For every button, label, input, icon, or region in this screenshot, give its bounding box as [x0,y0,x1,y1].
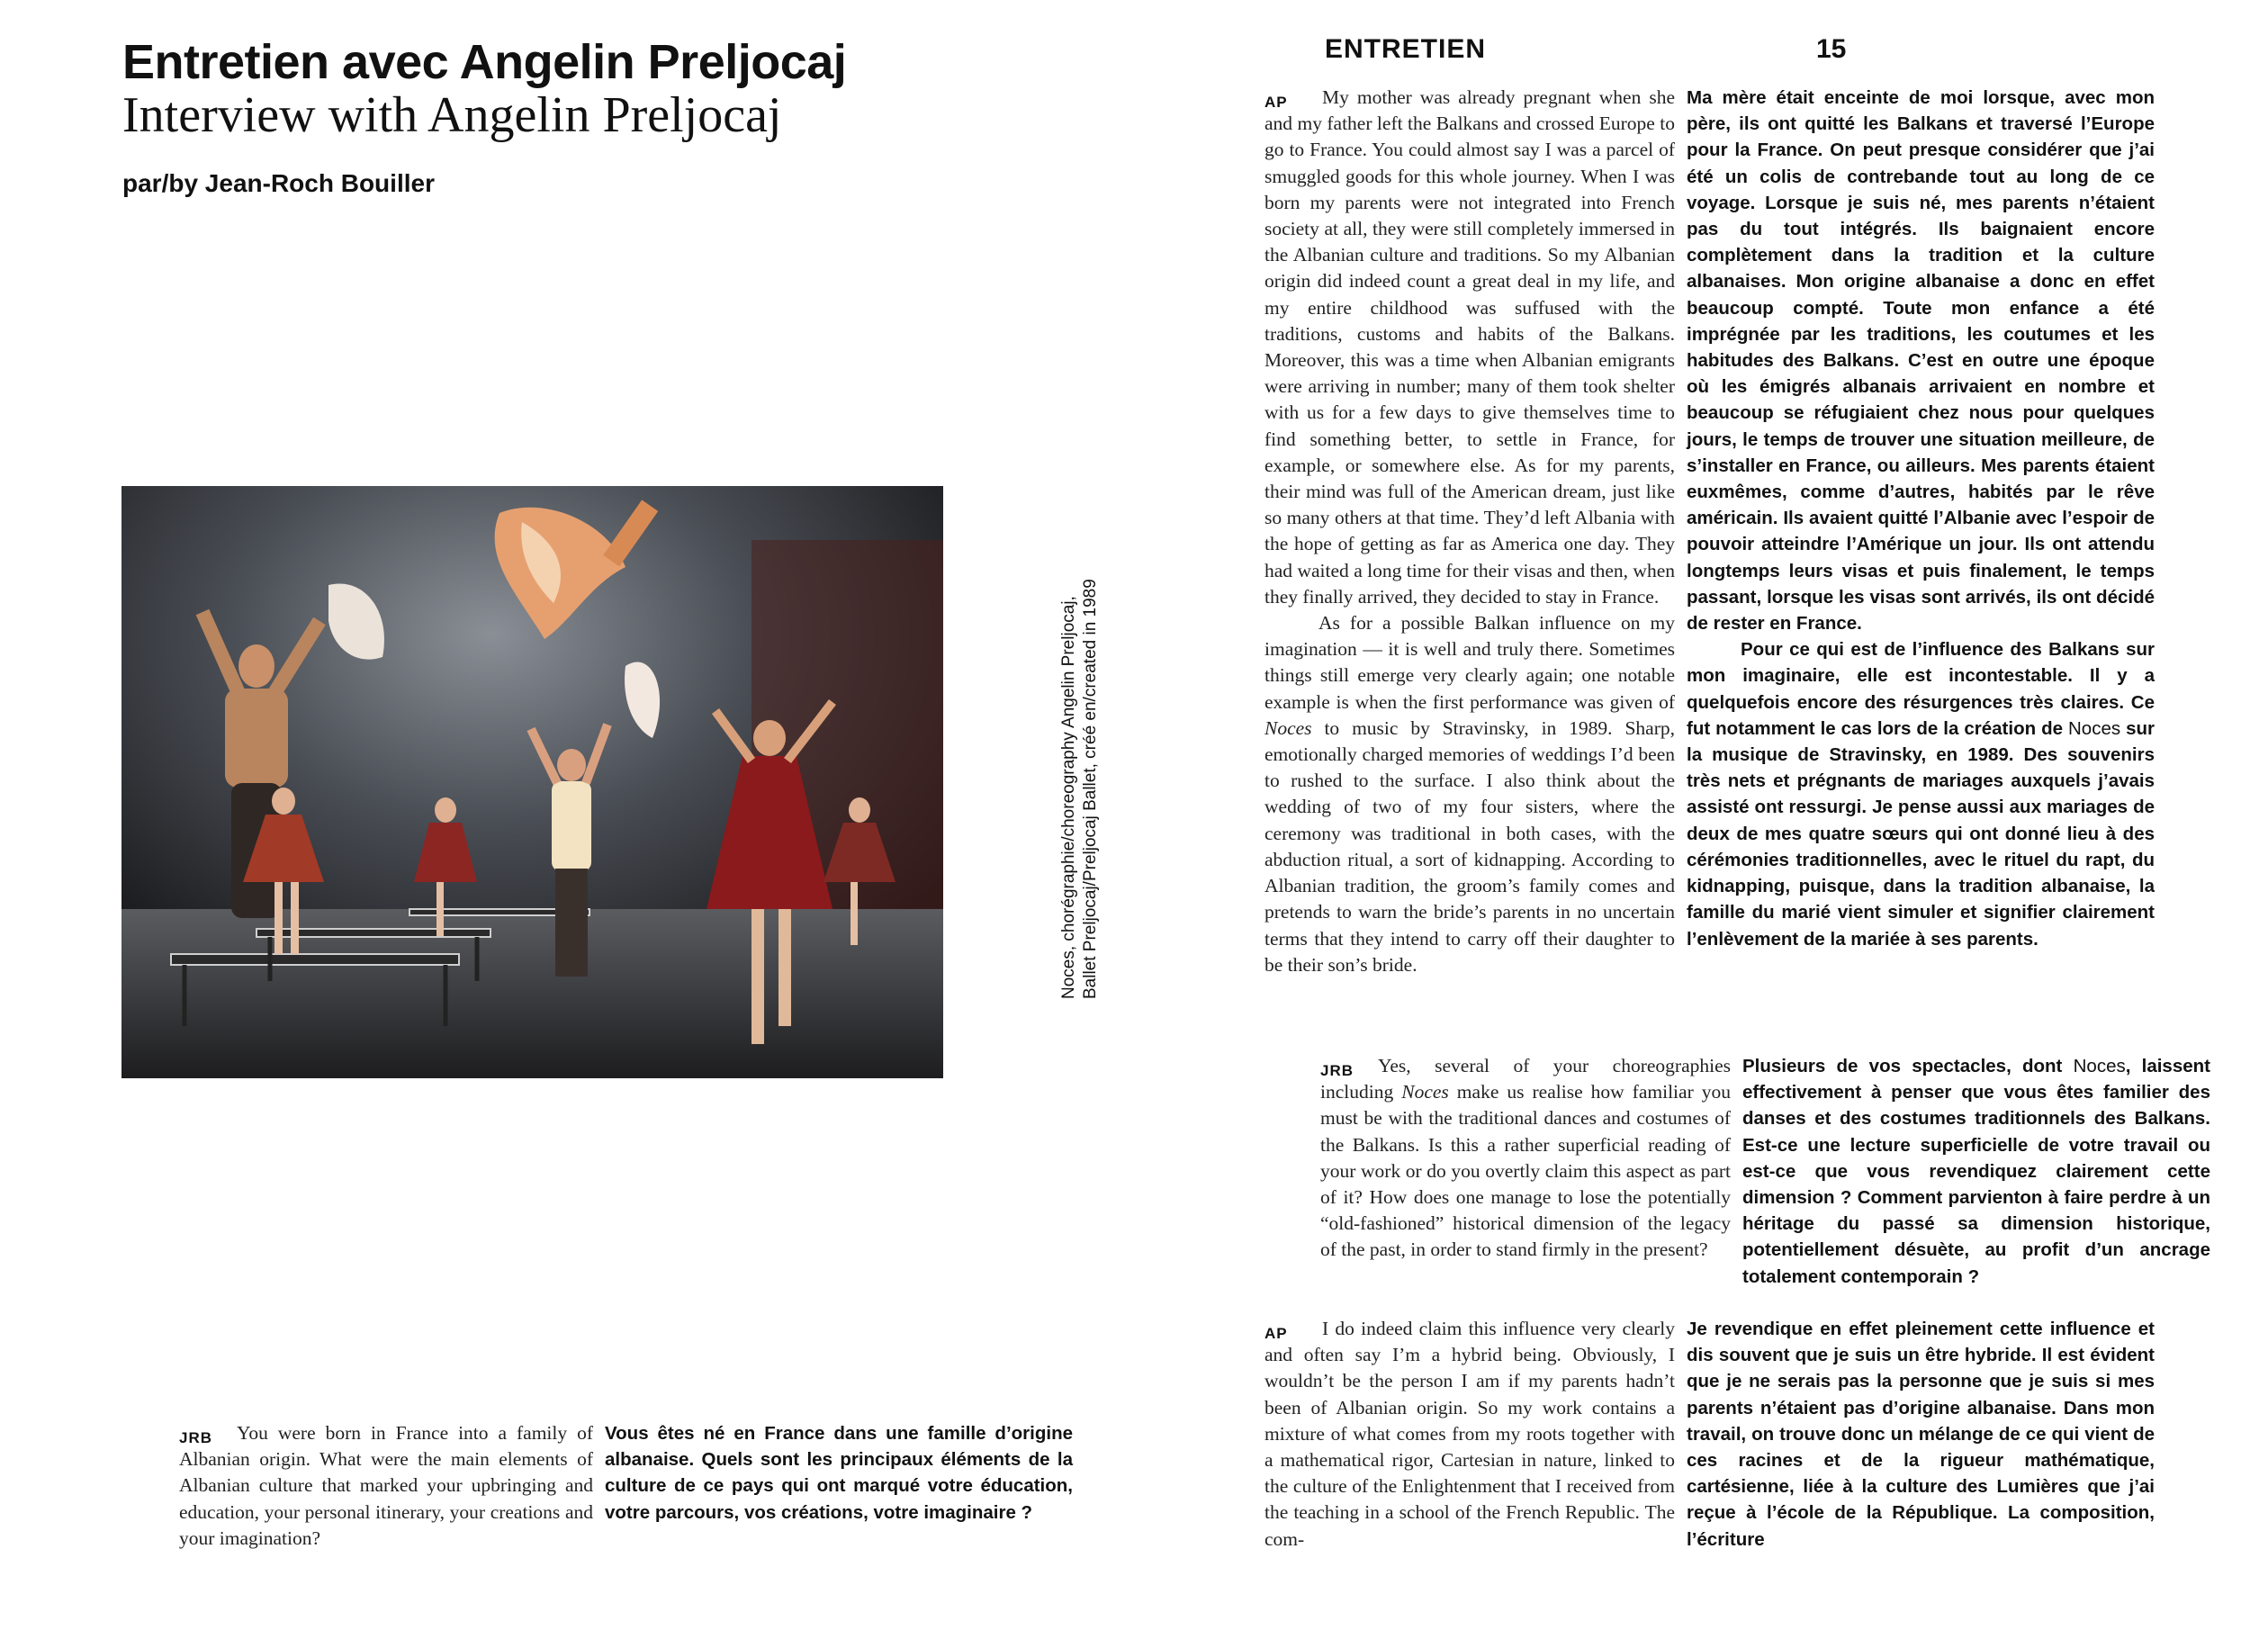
question2-french [1742,1053,2210,1290]
answer2-en-text: I do indeed claim this influence very clearly and often say I’m a hybrid being. Obviously, I wouldn’t be the person I am if my parents hadn’t been of Albanian origin. So my work contains a mixture of what comes from my roots together with a mathematical rigor, Cartesian in nature, linked to the culture of the Enlightenment that I received from the teaching in a school of the French Republic. The com- [1264,1318,1675,1550]
answer2-fr-text: Je revendique en effet pleinement cette influence et dis souvent que je suis un être hybride. Il est évident que je ne serais pas la personne que je suis si mes parents n’étaient pas d’origine albanaise. Dans mon travail, on trouve donc un mélange de ce qui vient de ces racines et de la rigueur mathématique, cartésienne, liée à la culture des Lumières que j’ai reçue à l’école de la République. La composition, l’écriture [1687,1319,2155,1550]
stage-photo [122,486,943,1078]
answer1-fr-title-noces: Noces [2068,717,2121,739]
question1-english [179,1420,593,1552]
page-number: 15 [1816,34,1847,64]
question2-fr-text [1742,1053,2210,1290]
question2-en-text [1320,1053,1731,1264]
answer2-french [1687,1316,2155,1553]
byline: par/by Jean-Roch Bouiller [122,169,435,197]
title-french: Entretien avec Angelin Preljocaj [122,35,847,89]
answer1-french [1687,85,2155,952]
question2-english [1320,1053,1731,1264]
answer1-en-para2-start: As for a possible Balkan influence on my imagination — it is well and truly there. Sometimes things still emerge very clearly again; one notable example is when the first performance was given of [1264,612,1675,713]
question2-en-title-noces: Noces [1401,1081,1449,1103]
dance-performance-image [122,486,943,1078]
caption-line-2: Ballet Preljocaj/Preljocaj Ballet, créé en/created in 1989 [1081,579,1100,999]
answer1-fr-para2 [1687,636,2155,951]
answer1-en-para2 [1264,610,1675,978]
answer1-fr-para1: Ma mère était enceinte de moi lorsque, avec mon père, ils ont quitté les Balkans et traversé l’Europe pour la France. On peut presque considérer que j’ai été un colis de contrebande tout au long de ce voyage. Lorsque je suis né, mes parents n’étaient pas du tout intégrés. Ils baignaient encore complètement dans la tradition et la culture albanaises. Mon origine albanaise a donc en effet beaucoup compté. Toute mon enfance a été imprégnée par les traditions, les coutumes et les habitudes des Balkans. C’est en outre une époque où les émigrés albanais arrivaient en nombre et beaucoup se réfugiaient chez nous pour quelques jours, le temps de trouver une situation meilleure, de s’installer en France, ou ailleurs. Mes parents étaient euxmêmes, comme d’autres, habités par le rêve américain. Ils avaient quitté l’Albanie avec l’espoir de pouvoir atteindre l’Amérique un jour. Ils ont attendu longtemps leurs visas et puis finalement, le temps passant, lorsque les visas sont arrivés, ils ont décidé de rester en France. [1687,87,2155,635]
title-english: Interview with Angelin Preljocaj [122,87,782,143]
speaker-tag-jrb: JRB [179,1429,213,1446]
answer1-en-title-noces: Noces [1264,716,1312,739]
photo-caption [1058,369,1102,999]
answer1-en-para1: My mother was already pregnant when she and my father left the Balkans and crossed Europe to go to France. You could almost say I was a parcel of smuggled goods for this whole journey. When I was born my parents were not integrated into French society at all, they were still completely immersed in the Albanian culture and traditions. So my Albanian origin did indeed count a great deal in my life, and my entire childhood was suffused with the traditions, customs and habits of the Balkans. Moreover, this was a time when Albanian emigrants were arriving in number; many of them took shelter with us for a few days to give themselves time to find something better, to settle in France, for example, or somewhere else. As for my parents, their mind was full of the American dream, just like so many others at that time. They’d left Albania with the hope of getting as far as America one day. They had waited a long time for their visas and then, when they finally arrived, they decided to stay in France. [1264,86,1675,608]
answer1-fr-para2-start: Pour ce qui est de l’influence des Balkans sur mon imaginaire, elle est incontestable. Il y a quelquefois encore des résurgences très claires. Ce fut notamment le cas lors de la création de [1687,639,2155,739]
question2-en-start: Yes, several of your choreographies including [1320,1055,1731,1103]
answer1-english [1264,85,1675,978]
question1-en-text: You were born in France into a family of Albanian origin. What were the main elements of Albanian culture that marked your upbringing and education, your personal itinerary, your creations and your imagination? [179,1422,593,1549]
question1-french [605,1420,1073,1526]
answer1-en-para2-end: to music by Stravinsky, in 1989. Sharp, emotionally charged memories of weddings I’d been to rushed to the surface. I also think about the wedding of two of my four sisters, where the ceremony was traditional in both cases, with the abduction ritual, a sort of kidnapping. According to Albanian tradition, the groom’s family comes and pretends to warn the bride’s parents in no uncertain terms that they intend to carry off their daughter to be their son’s bride. [1264,716,1675,976]
question2-fr-title-noces: Noces [2073,1056,2126,1076]
answer1-fr-para2-end: sur la musique de Stravinsky, en 1989. Des souvenirs très nets et prégnants de mariages auxquels j’avais assisté ont ressurgi. Je pense aussi aux mariages de deux de mes quatre sœurs qui ont donné lieu à des cérémonies traditionnelles, avec le rituel du rapt, du kidnapping, puisque, dans la tradition albanaise, la famille du marié vient simuler et signifier clairement l’enlèvement de la mariée à ses parents. [1687,717,2155,950]
question1-fr-text: Vous êtes né en France dans une famille d’origine albanaise. Quels sont les principaux éléments de la culture de ce pays qui ont marqué votre éducation, votre parcours, vos créations, votre imaginaire ? [605,1423,1073,1523]
speaker-tag-ap-2: AP [1264,1325,1288,1342]
speaker-tag-jrb-2: JRB [1320,1062,1354,1079]
question2-en-end: make us realise how familiar you must be with the traditional dances and costumes of the Balkans. Is this a rather superficial reading of your work or do you overtly claim this aspect as part of it? How does one manage to lose the potentially “old-fashioned” historical dimension of the legacy of the past, in order to stand firmly in the present? [1320,1081,1731,1261]
answer2-english [1264,1316,1675,1553]
speaker-tag-ap: AP [1264,94,1288,111]
question2-fr-end: , laissent effectivement à penser que vous êtes familier des danses et des costumes traditionnels des Balkans. Est-ce une lecture superficielle de votre travail ou est-ce que vous revendiquez clairement cette dimension ? Comment parvienton à faire perdre à un héritage du passé sa dimension historique, potentiellement désuète, au profit d’un ancrage totalement contemporain ? [1742,1056,2210,1287]
caption-line-1: Noces, chorégraphie/choreography Angelin Preljocaj, [1059,596,1078,999]
question2-fr-start: Plusieurs de vos spectacles, dont [1742,1056,2074,1076]
running-head: ENTRETIEN [1325,34,1487,64]
